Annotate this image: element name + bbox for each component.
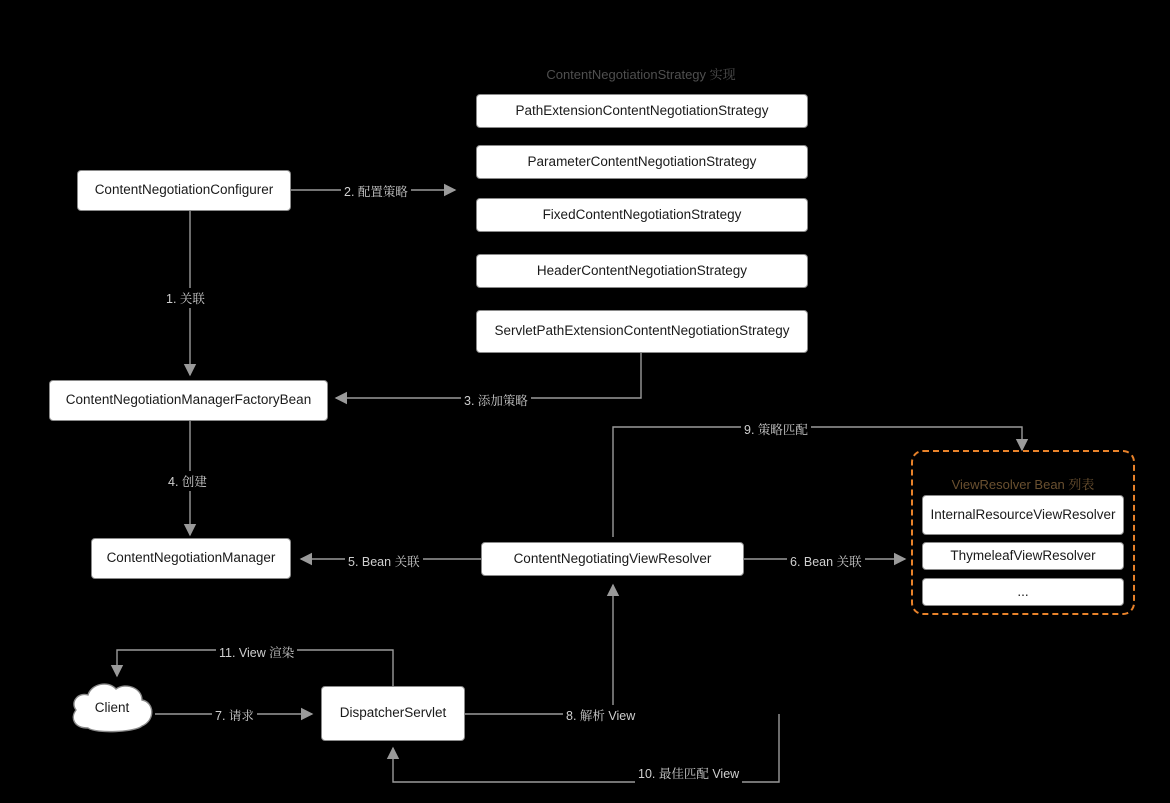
node-dispatcher-servlet[interactable]: DispatcherServlet	[321, 686, 465, 741]
edge-label-11: 11. View 渲染	[216, 642, 297, 662]
edge-label-10: 10. 最佳匹配 View	[635, 763, 742, 783]
edge-label-5: 5. Bean 关联	[345, 551, 423, 571]
node-internal-resource-view-resolver[interactable]: InternalResourceViewResolver	[922, 495, 1124, 535]
node-content-negotiating-view-resolver[interactable]: ContentNegotiatingViewResolver	[481, 542, 744, 576]
node-header-strategy[interactable]: HeaderContentNegotiationStrategy	[476, 254, 808, 288]
viewresolver-bean-group-title: ViewResolver Bean 列表	[951, 477, 1095, 492]
node-path-extension-strategy[interactable]: PathExtensionContentNegotiationStrategy	[476, 94, 808, 128]
edge-label-1: 1. 关联	[163, 288, 208, 308]
edge-label-2: 2. 配置策略	[341, 181, 411, 201]
edge-label-4: 4. 创建	[165, 471, 210, 491]
node-thymeleaf-view-resolver[interactable]: ThymeleafViewResolver	[922, 542, 1124, 570]
node-fixed-strategy[interactable]: FixedContentNegotiationStrategy	[476, 198, 808, 232]
node-client[interactable]	[66, 676, 158, 738]
node-more-view-resolvers[interactable]: ...	[922, 578, 1124, 606]
edge-label-3: 3. 添加策略	[461, 390, 531, 410]
node-client-label: Client	[94, 699, 130, 715]
edge-label-8: 8. 解析 View	[563, 705, 638, 725]
strategy-group-title: ContentNegotiationStrategy 实现	[546, 67, 736, 82]
node-manager-factory-bean[interactable]: ContentNegotiationManagerFactoryBean	[49, 380, 328, 421]
node-content-negotiation-configurer[interactable]: ContentNegotiationConfigurer	[77, 170, 291, 211]
edge-label-9: 9. 策略匹配	[741, 419, 811, 439]
node-parameter-strategy[interactable]: ParameterContentNegotiationStrategy	[476, 145, 808, 179]
edge-label-6: 6. Bean 关联	[787, 551, 865, 571]
node-content-negotiation-manager[interactable]: ContentNegotiationManager	[91, 538, 291, 579]
node-servlet-path-extension-strategy[interactable]: ServletPathExtensionContentNegotiationStrategy	[476, 310, 808, 353]
edge-label-7: 7. 请求	[212, 705, 257, 725]
